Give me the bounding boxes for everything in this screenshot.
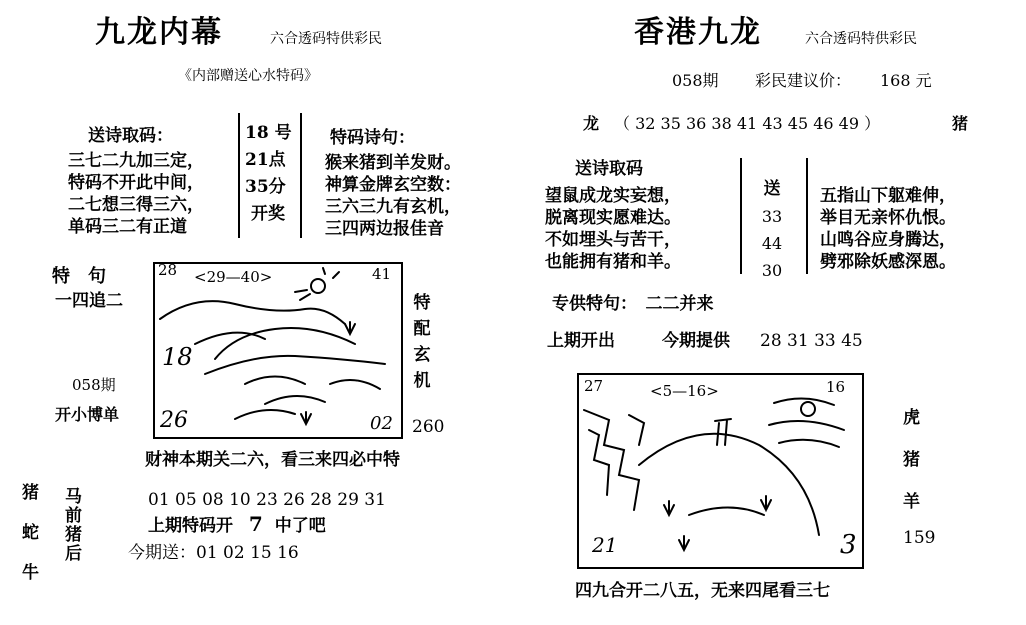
sketch-bird	[664, 501, 674, 515]
right-today-numbers: 28 31 33 45	[760, 331, 863, 351]
sketch-bird	[679, 536, 689, 550]
left-special-poem	[325, 152, 461, 240]
left-special-phrase-text: 一四追二	[55, 291, 123, 311]
left-number-right: 260	[412, 417, 445, 437]
left-note: 《内部赠送心水特码》	[178, 68, 318, 84]
right-poem2-line: 山鸣谷应身腾达，	[820, 230, 956, 250]
right-poem2-line: 五指山下躯难伸，	[820, 186, 956, 206]
right-sketch-corner-bl: 21	[592, 533, 618, 557]
right-today-label: 今期提供	[662, 331, 730, 351]
left-last-special	[148, 514, 326, 535]
sketch-river-edge	[160, 301, 345, 324]
right-sketch-corner-br: 3	[840, 530, 857, 560]
left-sketch-corner-tr: 41	[372, 265, 392, 283]
left-sketch-corner-bl: 26	[160, 408, 188, 433]
gift-box-item: 送	[763, 179, 781, 199]
left-title: 九龙内幕	[95, 15, 223, 50]
right-dragon-numbers: （ 32 35 36 38 41 43 45 46 49 ）	[614, 114, 881, 133]
sketch-stroke	[330, 380, 380, 389]
sketch-sun	[311, 279, 325, 293]
right-number-right: 159	[903, 528, 936, 548]
sketch-bird	[761, 496, 771, 510]
right-sketch-corner-tr: 16	[826, 378, 846, 396]
sketch-cliff	[629, 415, 644, 445]
right-sketch	[579, 375, 862, 567]
right-title: 香港九龙	[634, 15, 762, 50]
sketch-stroke	[265, 396, 325, 404]
sketch-stroke	[779, 440, 839, 447]
left-special-phrase-label: 特 句	[52, 266, 106, 287]
last-special-number: 7	[248, 512, 263, 536]
special-poem-line: 三四两边报佳音	[325, 219, 444, 239]
sketch-stroke	[235, 410, 295, 419]
draw-box-line: 21点	[245, 150, 286, 170]
right-poem	[545, 185, 681, 273]
right-zodiac: 虎	[903, 408, 920, 428]
right-sketch-corner-tl: 27	[584, 377, 604, 395]
zodiac-group-char: 后	[65, 544, 82, 564]
sketch-bird	[301, 412, 311, 424]
right-poem2	[820, 185, 956, 273]
left-zodiac: 牛	[22, 563, 39, 583]
left-sketch-left-mid: 18	[162, 343, 193, 371]
right-poem-line: 脱离现实愿难达。	[545, 208, 681, 228]
gift-box-item: 30	[761, 261, 783, 280]
sketch-stroke	[195, 333, 265, 344]
right-price: 168 元	[880, 71, 932, 90]
left-issue: 058期	[72, 376, 116, 394]
sketch-tree	[715, 419, 731, 445]
left-today: 今期送：01 02 15 16	[128, 543, 299, 563]
left-special-poem-header: 特码诗句：	[330, 128, 415, 148]
left-zodiac: 猪	[22, 483, 39, 503]
last-special-suffix: 中了吧	[274, 516, 326, 536]
sketch-sun	[801, 402, 815, 416]
left-poem-line: 三七二九加三定，	[68, 151, 204, 171]
sketch-hill	[639, 434, 819, 535]
sketch-stroke	[689, 508, 764, 516]
right-zodiac: 羊	[903, 492, 920, 512]
draw-box-line: 开奖	[251, 204, 285, 224]
special-poem-line: 神算金牌玄空数：	[325, 175, 461, 195]
gift-box-item: 33	[761, 207, 783, 226]
sketch-stroke	[245, 377, 305, 385]
left-zodiac: 蛇	[22, 523, 39, 543]
right-price-label: 彩民建议价：	[755, 71, 852, 90]
left-sketch-corner-tl: 28	[158, 261, 178, 279]
left-sketch-corner-br: 02	[370, 413, 393, 434]
right-poem-header: 送诗取码	[575, 159, 643, 179]
right-poem-line: 也能拥有猪和羊。	[545, 252, 681, 272]
right-sketch-range: <5—16>	[650, 382, 719, 400]
right-bottom-line: 四九合开二八五，无来四尾看三七	[575, 581, 830, 601]
right-poem2-line: 举目无亲怀仇恨。	[820, 208, 956, 228]
right-poem-line: 不如埋头与苦干，	[545, 230, 681, 250]
sketch-bird	[345, 322, 355, 334]
right-zodiac: 猪	[903, 450, 920, 470]
special-poem-line: 猴来猪到羊发财。	[325, 153, 461, 173]
right-poem2-line: 劈邪除妖感深恩。	[820, 252, 956, 272]
draw-box-line: 18 号	[245, 123, 292, 143]
left-poem-line: 特码不开此中间，	[68, 173, 204, 193]
right-last-label: 上期开出	[547, 331, 615, 351]
left-vertical-label: 特配玄机	[413, 293, 431, 391]
left-zodiac-group	[65, 488, 85, 564]
draw-box-line: 35分	[245, 177, 286, 197]
right-special-phrase: 专供特句： 二二并来	[552, 294, 714, 314]
zodiac-group-char: 前	[65, 506, 82, 526]
gift-box-item: 44	[761, 234, 783, 253]
last-special-label: 上期特码开	[148, 516, 233, 536]
right-subtitle: 六合透码特供彩民	[805, 31, 917, 47]
sketch-cliff	[584, 410, 639, 510]
left-fortune-line: 财神本期关二六，看三来四必中特	[145, 450, 400, 470]
left-draw-box-content	[245, 120, 292, 228]
left-poem	[68, 150, 204, 238]
special-poem-line: 三六三九有玄机，	[325, 197, 461, 217]
left-issue-hint: 开小博单	[55, 405, 120, 424]
zodiac-group-char: 猪	[65, 525, 82, 545]
sketch-sun-ray	[295, 268, 339, 300]
right-dragon-label: 龙	[583, 114, 600, 133]
zodiac-group-char: 马	[65, 487, 82, 507]
left-poem-line: 单码三二有正道	[68, 217, 187, 237]
left-poem-line: 二七想三得三六，	[68, 195, 204, 215]
sketch-stroke	[769, 421, 844, 430]
right-gift-box-content	[757, 176, 787, 284]
left-numbers: 01 05 08 10 23 26 28 29 31	[148, 490, 386, 510]
left-poem-header: 送诗取码：	[88, 126, 173, 146]
right-poem-line: 望鼠成龙实妄想，	[545, 186, 681, 206]
left-sketch-range: <29—40>	[194, 268, 273, 286]
sketch-river-edge	[205, 356, 385, 374]
left-subtitle: 六合透码特供彩民	[270, 31, 382, 47]
right-pig-label: 猪	[952, 114, 969, 133]
right-issue: 058期	[672, 71, 719, 90]
